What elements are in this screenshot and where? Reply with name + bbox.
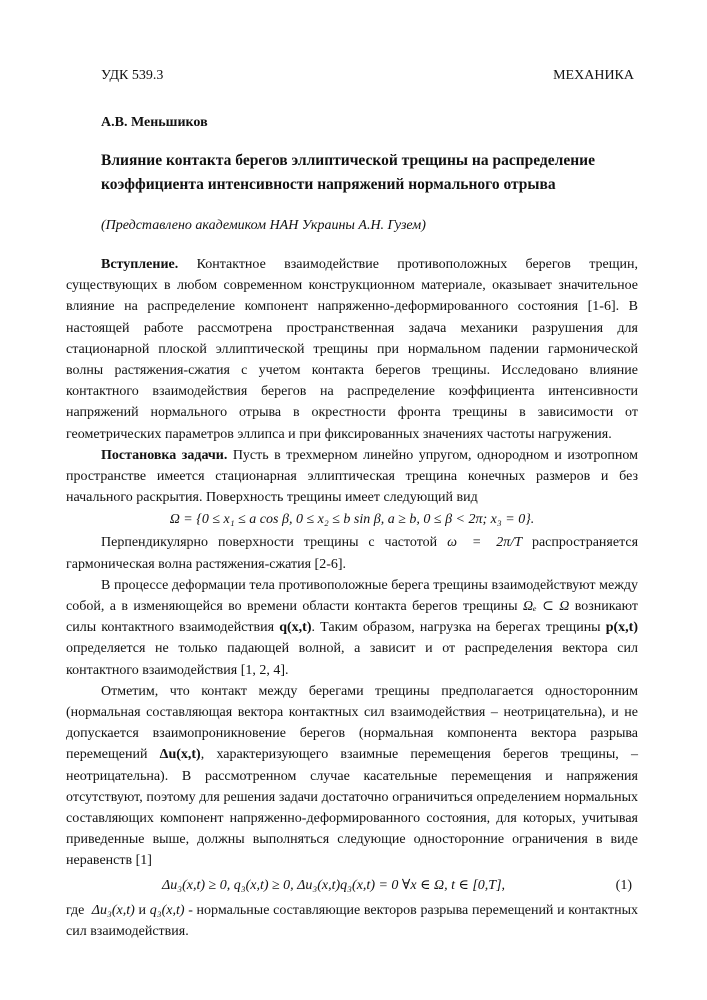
contact-text-4: определяется не только падающей волной, а зависит и от распределения вектора сил контактного взаимодействия [1, 2, 4]. <box>66 641 638 678</box>
onesided-paragraph <box>66 681 638 872</box>
paper-title: Влияние контакта берегов эллиптической трещины на распределение коэффициента интенсивности напряжений нормального отрыва <box>101 152 595 193</box>
onesided-text-1: Отметим, что контакт между берегами трещины предполагается односторонним (нормальная составляющая вектора контактных сил взаимодействия – неотрицательна), и не допускается взаимопроникновение берегов (нормальная компонента вектора разрыва перемещений <box>66 683 638 763</box>
section-label: МЕХАНИКА <box>553 68 634 83</box>
crack-surface-formula: Ω = {0 ≤ x₁ ≤ a cos β, 0 ≤ x₂ ≤ b sin β, a ≥ b, 0 ≤ β < 2π; x₃ = 0}. <box>169 512 535 528</box>
contact-paragraph <box>66 575 638 681</box>
presented-by: (Представлено академиком НАН Украины А.Н. Гузем) <box>101 218 426 233</box>
equation-1-body: Δu₃(x,t) ≥ 0, q₃(x,t) ≥ 0, Δu₃(x,t)q₃(x,t) = 0 ∀x ∈ Ω, t ∈ [0,T], <box>162 877 506 893</box>
article-body <box>66 254 638 942</box>
intro-paragraph <box>66 254 638 445</box>
problem-paragraph <box>66 445 638 509</box>
where-text-1: где <box>66 902 85 918</box>
q-vector: q(x,t) <box>279 620 312 636</box>
equation-1-number: (1) <box>615 877 632 893</box>
where-text-2: - нормальные составляющие векторов разрыва перемещений и контактных сил взаимодействия. <box>66 902 639 939</box>
omega-formula: ω = 2π/T <box>447 535 522 551</box>
contact-text-2: возникают силы контактного взаимодействия <box>66 599 638 636</box>
wave-paragraph <box>66 532 638 574</box>
where-paragraph <box>66 900 638 942</box>
problem-text: Пусть в трехмерном линейно упругом, однородном и изотропном пространстве имеется стационарная эллиптическая трещина конечных размеров и без начального раскрытия. Поверхность трещины имеет следующий вид <box>66 447 638 506</box>
q3-symbol: q₃(x,t) <box>149 902 185 918</box>
udc-code: УДК 539.3 <box>101 68 164 83</box>
p-vector: p(x,t) <box>605 620 639 636</box>
wave-text-after: распространяется гармоническая волна растяжения-сжатия [2-6]. <box>66 535 639 572</box>
equation-1 <box>66 872 638 900</box>
omega-e-symbol: Ωₑ ⊂ Ω <box>522 599 570 615</box>
problem-lead: Постановка задачи. <box>101 447 228 463</box>
contact-text-1: В процессе деформации тела противоположные берега трещины взаимодействуют между собой, а в изменяющейся во времени области контакта берегов трещины <box>66 577 638 615</box>
onesided-text-2: , характеризующего взаимные перемещения берегов трещины, – неотрицательна). В рассмотренном случае касательные перемещения и напряжения отсутствуют, поэтому для решения задачи достаточно ограничиться определением нормальных составляющих компонент напряженно-деформированного состояния, для которых, учитывая приведенные выше, должны выполняться следующие односторонние ограничения в виде неравенств [1] <box>66 747 638 869</box>
author: А.В. Меньшиков <box>101 115 208 130</box>
du3-symbol: Δu₃(x,t) <box>91 902 135 918</box>
wave-text-before: Перпендикулярно поверхности трещины с частотой <box>101 535 438 551</box>
where-and: и <box>138 902 146 918</box>
intro-lead: Вступление. <box>101 257 179 272</box>
du-vector: Δu(x,t) <box>159 747 201 763</box>
contact-text-3: . Таким образом, нагрузка на берегах трещины <box>311 620 601 636</box>
intro-text: Контактное взаимодействие противоположных берегов трещин, существующих в любом современном конструкционном материале, оказывает значительное влияние на распределение компонент напряженно-деформированного состояния [1-6]. В настоящей работе рассмотрена пространственная задача механики разрушения для стационарной плоской эллиптической трещины при нормальном падении гармонической волны растяжения-сжатия с учетом контакта берегов трещины. Исследовано влияние контактного взаимодействия берегов на распределение коэффициента интенсивности напряжений нормального отрыва в окрестности фронта трещины в зависимости от геометрических параметров эллипса и при фиксированных значениях частоты нагружения. <box>66 257 638 442</box>
